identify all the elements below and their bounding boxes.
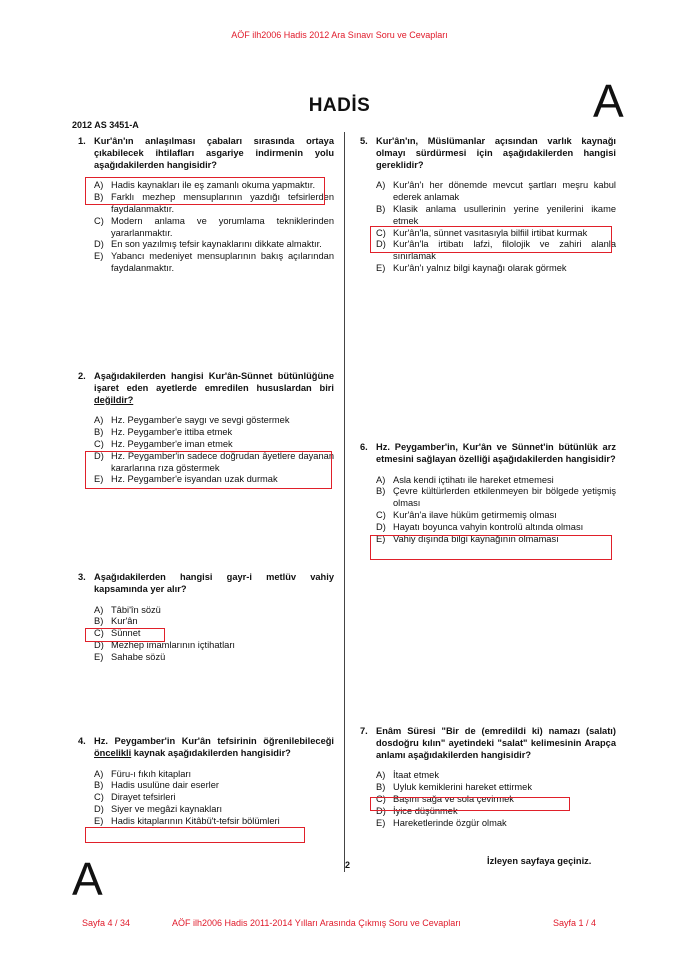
option-b[interactable]: B) Hz. Peygamber'e ittiba etmek — [94, 427, 233, 438]
question-4 — [78, 736, 334, 828]
question-stem: Kur'ân'ın anlaşılması çabaları sırasında ortaya çıkabilecek ihtilafları asgariye indirmenin yolu aşağıdakilerden hangisidir? — [94, 136, 334, 170]
option-d[interactable]: D) Mezhep imamlarının içtihatları — [94, 639, 236, 650]
answer-highlight-q7 — [370, 797, 570, 811]
question-number: 6. — [360, 442, 368, 452]
question-5 — [360, 136, 616, 275]
document-header: AÖF ilh2006 Hadis 2012 Ara Sınavı Soru ve Cevapları — [231, 30, 448, 40]
option-e[interactable]: E) Sahabe sözü — [94, 651, 166, 662]
option-b[interactable]: B) Hadis usulüne dair eserler — [94, 780, 220, 791]
option-b[interactable]: B) Çevre kültürlerden etkilenmeyen bir bölgede yetişmiş olması — [376, 486, 616, 509]
question-1 — [78, 136, 334, 275]
booklet-letter-top: A — [593, 75, 624, 127]
option-d[interactable]: D) Kur'ân'la irtibatı lafzi, filolojik ve zahiri alanla sınırlamak — [376, 239, 616, 262]
option-c[interactable]: C) Kur'ân'a ilave hüküm getirmemiş olması — [376, 509, 557, 520]
question-number: 1. — [78, 136, 86, 146]
option-c[interactable]: C) Dirayet tefsirleri — [94, 792, 176, 803]
option-e[interactable]: E) Vahiy dışında bilgi kaynağının olmaması — [376, 533, 559, 544]
option-e[interactable]: E) Hareketlerinde özgür olmak — [376, 817, 507, 828]
option-a[interactable]: A) İtaat etmek — [376, 770, 439, 781]
option-c[interactable]: C) Modern anlama ve yorumlama tekniklerinden yararlanmaktır. — [94, 215, 334, 238]
option-b[interactable]: B) Klasik anlama usullerinin yerine yenilerini ikame etmek — [376, 203, 616, 226]
answer-highlight-q1 — [85, 177, 325, 205]
option-d[interactable]: D) Siyer ve megâzi kaynakları — [94, 803, 223, 814]
answer-highlight-q6 — [370, 535, 612, 560]
question-stem: Aşağıdakilerden hangisi gayr-i metlüv vahiy kapsamında yer alır? — [94, 572, 334, 594]
emphasis-word: öncelikli — [94, 747, 132, 758]
next-page-note: İzleyen sayfaya geçiniz. — [487, 856, 592, 866]
column-divider — [344, 132, 345, 872]
option-a[interactable]: A) Hadis kaynakları ile eş zamanlı okuma yapmaktır. — [94, 180, 316, 191]
option-e[interactable]: E) Yabancı medeniyet mensuplarının bakış açılarından faydalanmaktır. — [94, 251, 334, 273]
option-e[interactable]: E) Hadis kitaplarının Kitâbü't-tefsir bölümleri — [94, 815, 280, 826]
question-6 — [360, 442, 616, 545]
subject-title: HADİS — [308, 95, 371, 116]
option-c[interactable]: C) Sünnet — [94, 628, 141, 639]
question-7 — [360, 726, 616, 829]
question-stem: Hz. Peygamber'in Kur'ân tefsirinin öğrenilebileceği öncelikli kaynak aşağıdakilerden hangisidir? — [94, 736, 334, 758]
footer-title: AÖF ilh2006 Hadis 2011-2014 Yılları Arasında Çıkmış Soru ve Cevapları — [172, 918, 461, 928]
question-number: 2. — [78, 371, 86, 381]
option-b[interactable]: B) Farklı mezhep mensuplarının yazdığı tefsirlerden faydalanmaktır. — [94, 192, 334, 214]
option-a[interactable]: A) Tâbi'în sözü — [94, 604, 161, 615]
option-c[interactable]: C) Başını sağa ve sola çevirmek — [376, 793, 514, 804]
question-3 — [78, 572, 334, 664]
answer-highlight-q5 — [370, 226, 612, 253]
question-stem: Aşağıdakilerden hangisi Kur'ân-Sünnet bütünlüğüne işaret eden ayetlerde emredilen hususlardan biri değildir? — [94, 371, 334, 405]
exam-code: 2012 AS 3451-A — [72, 120, 139, 130]
option-d[interactable]: D) Hz. Peygamber'in sadece doğrudan âyetlere dayanan kararlarına rıza göstermek — [94, 450, 334, 473]
question-number: 5. — [360, 136, 368, 146]
option-e[interactable]: E) Kur'ân'ı yalnız bilgi kaynağı olarak görmek — [376, 262, 567, 273]
option-b[interactable]: B) Uyluk kemiklerini hareket ettirmek — [376, 782, 532, 793]
option-a[interactable]: A) Kur'ân'ı her dönemde mevcut şartları meşru kabul ederek anlamak — [376, 180, 616, 203]
question-number: 7. — [360, 726, 368, 736]
option-c[interactable]: C) Hz. Peygamber'e iman etmek — [94, 438, 233, 449]
option-b[interactable]: B) Kur'ân — [94, 616, 138, 627]
answer-highlight-q3 — [85, 628, 165, 642]
booklet-letter-bottom: A — [72, 853, 103, 905]
question-stem: Enâm Süresi "Bir de (emredildi ki) namazı (salatı) dosdoğru kılın" ayetindeki "salat" kelimesinin Arapça anlamı aşağıdakilerden hangisidir? — [376, 726, 616, 760]
footer-page-left: Sayfa 4 / 34 — [82, 918, 131, 928]
question-stem: Kur'ân'ın, Müslümanlar açısından varlık kaynağı olmayı sürdürmesi için aşağıdakilerden hangisi gereklidir? — [376, 136, 616, 170]
option-a[interactable]: A) Hz. Peygamber'e saygı ve sevgi göstermek — [94, 415, 290, 426]
emphasis-word: değildir? — [94, 394, 134, 405]
answer-highlight-q2 — [85, 451, 332, 489]
footer-page-right: Sayfa 1 / 4 — [553, 918, 597, 928]
question-stem: Hz. Peygamber'in, Kur'ân ve Sünnet'in bütünlük arz etmesini sağlayan özelliği aşağıdakilerden hangisidir? — [376, 442, 616, 464]
option-d[interactable]: D) Hayatı boyunca vahyin kontrolü altında olması — [376, 521, 584, 532]
option-e[interactable]: E) Hz. Peygamber'e isyandan uzak durmak — [94, 474, 278, 485]
question-number: 3. — [78, 572, 86, 582]
option-d[interactable]: D) En son yazılmış tefsir kaynaklarını dikkate almaktır. — [94, 239, 322, 250]
option-c[interactable]: C) Kur'ân'la, sünnet vasıtasıyla bilfiil irtibat kurmak — [376, 227, 588, 238]
question-number: 4. — [78, 736, 86, 746]
page-number: 2 — [345, 860, 351, 870]
answer-highlight-q4 — [85, 827, 305, 843]
option-a[interactable]: A) Füru-ı fıkıh kitapları — [94, 768, 192, 779]
option-a[interactable]: A) Asla kendi içtihatı ile hareket etmemesi — [376, 474, 554, 485]
option-d[interactable]: D) İyice düşünmek — [376, 805, 458, 816]
